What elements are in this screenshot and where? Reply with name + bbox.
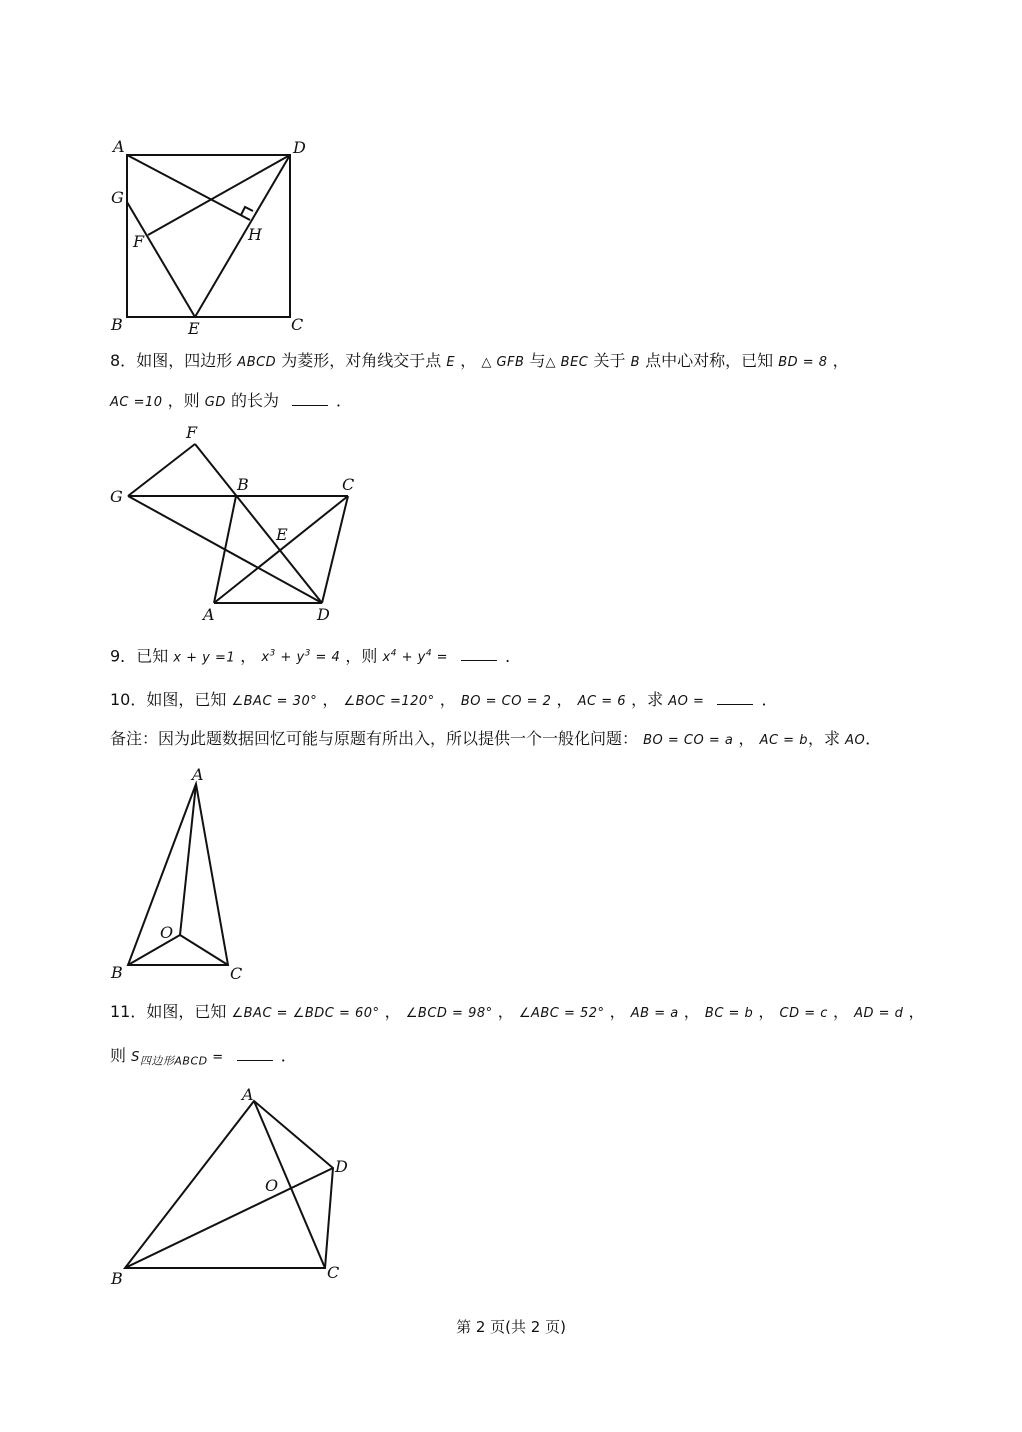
label-a: A	[242, 1085, 254, 1104]
math-part: + y	[275, 650, 305, 666]
text: 为菱形，对角线交于点	[281, 351, 442, 370]
math: AD = d	[854, 1006, 904, 1021]
math: △ GFB	[481, 355, 525, 370]
label-b: B	[111, 315, 123, 334]
question-number: 9．	[110, 646, 137, 666]
math-part: =	[432, 650, 449, 666]
text: ，求	[807, 729, 840, 748]
figure-rhombus	[100, 420, 370, 630]
label-a: A	[113, 137, 125, 156]
answer-blank	[461, 646, 497, 661]
label-g: G	[111, 188, 124, 207]
math: x + y =1	[173, 650, 236, 666]
math: AC = b	[759, 733, 808, 748]
figure-quadrilateral-abcd	[100, 1080, 370, 1295]
label-b: B	[111, 963, 123, 982]
text: 关于	[593, 351, 626, 370]
quadrilateral-abcd	[125, 1101, 333, 1268]
exponent: 3	[304, 649, 311, 659]
math: E	[446, 355, 456, 370]
text: ，	[497, 1002, 514, 1021]
subscript: 四边形ABCD	[139, 1054, 208, 1068]
text: 已知	[136, 646, 169, 666]
text: ，	[832, 351, 849, 370]
answer-blank	[717, 690, 753, 705]
segment-de	[195, 155, 290, 317]
segment-gf	[128, 444, 195, 496]
math: BD = 8	[778, 355, 828, 370]
text: ，	[758, 1002, 775, 1021]
math	[383, 650, 449, 665]
question-number: 11．	[110, 1002, 147, 1021]
question-10-note	[110, 728, 881, 752]
question-number: 8．	[110, 351, 137, 370]
answer-blank	[292, 391, 328, 406]
text: ，	[460, 351, 477, 370]
segment-eg	[127, 202, 195, 317]
math: BO = CO = 2	[460, 694, 552, 709]
exponent: 3	[269, 649, 276, 659]
text: ，	[384, 1002, 401, 1021]
math: AC =10	[110, 395, 163, 410]
text: ．	[865, 729, 882, 748]
label-c: C	[327, 1263, 340, 1282]
text: ，	[322, 690, 339, 709]
math: GD	[204, 395, 226, 410]
label-d: D	[293, 138, 306, 157]
text: ．	[761, 690, 778, 709]
question-number: 10．	[110, 690, 147, 709]
question-11-line-2	[110, 1045, 297, 1073]
label-a: A	[192, 765, 204, 784]
question-8-line-1	[110, 350, 849, 374]
text: ，	[908, 1002, 925, 1021]
text: 则	[110, 1046, 127, 1065]
label-d: D	[317, 605, 330, 624]
math: BO = CO = a	[643, 733, 734, 748]
label-e: E	[188, 319, 200, 338]
segment-ac	[214, 496, 348, 603]
label-c: C	[230, 964, 243, 983]
label-e: E	[276, 525, 288, 544]
figure-square-abcd	[100, 130, 330, 345]
text: 备注：因为此题数据回忆可能与原题有所出入，所以提供一个一般化问题：	[110, 729, 639, 748]
label-c: C	[342, 475, 355, 494]
label-f: F	[133, 232, 145, 251]
label-d: D	[335, 1157, 348, 1176]
text: ，	[240, 646, 257, 666]
figure-triangle-abc-o	[100, 760, 270, 990]
segment-fd	[195, 444, 322, 603]
math: ∠BCD = 98°	[405, 1006, 493, 1021]
math: AC = 6	[577, 694, 627, 709]
text: ，	[683, 1002, 700, 1021]
math: ∠BOC =120°	[343, 694, 435, 709]
text: ，则	[167, 391, 200, 410]
exponent: 4	[425, 649, 433, 659]
label-o: O	[265, 1176, 279, 1195]
text: ，则	[345, 646, 378, 666]
label-c: C	[291, 315, 304, 334]
segment-oc	[180, 935, 228, 965]
page-footer: 第 2 页(共 2 页)	[456, 1318, 566, 1336]
math-part: x	[382, 650, 391, 666]
math: ∠ABC = 52°	[518, 1006, 605, 1021]
segment-df	[148, 155, 290, 235]
label-h: H	[248, 225, 262, 244]
text: 的长为	[230, 391, 279, 410]
text: ，	[609, 1002, 626, 1021]
math	[261, 650, 340, 665]
label-a: A	[203, 605, 215, 624]
right-angle-mark	[241, 207, 253, 215]
math: AB = a	[630, 1006, 679, 1021]
math: CD = c	[779, 1006, 828, 1021]
math-part: + y	[396, 650, 426, 666]
triangle-abc	[128, 784, 228, 965]
label-f: F	[186, 423, 198, 442]
text: ，求	[631, 690, 664, 709]
text: 如图，已知	[146, 1002, 227, 1021]
text: 与	[529, 351, 546, 370]
text: 如图，四边形	[136, 351, 233, 370]
text: ，	[738, 729, 755, 748]
math: ∠BAC = 30°	[231, 694, 318, 709]
text: ，	[556, 690, 573, 709]
text: 如图，已知	[146, 690, 227, 709]
question-8-line-2	[110, 390, 352, 414]
answer-blank	[237, 1046, 273, 1061]
text: ，	[439, 690, 456, 709]
math	[131, 1050, 224, 1068]
math: ABCD	[237, 355, 277, 370]
exponent: 4	[390, 649, 397, 659]
math: △ BEC	[545, 355, 589, 370]
label-b: B	[111, 1269, 123, 1288]
text: ，	[833, 1002, 850, 1021]
math: ∠BAC = ∠BDC = 60°	[231, 1006, 380, 1021]
math: AO =	[668, 694, 705, 709]
label-b: B	[237, 475, 249, 494]
question-11-line-1	[110, 1001, 925, 1025]
text: 点中心对称，已知	[645, 351, 774, 370]
math-part: = 4	[310, 650, 341, 666]
math-part: S	[131, 1050, 140, 1065]
question-9	[110, 643, 521, 669]
question-10	[110, 689, 778, 713]
text: ．	[505, 646, 522, 666]
math-part: x	[261, 650, 270, 666]
segment-bd	[125, 1168, 333, 1268]
text: ．	[280, 1046, 297, 1065]
segment-cd	[322, 496, 348, 603]
text: ．	[336, 391, 353, 410]
label-g: G	[110, 487, 123, 506]
math: BC = b	[704, 1006, 754, 1021]
math: B	[630, 355, 641, 370]
label-o: O	[160, 923, 174, 942]
math-part: =	[207, 1050, 224, 1065]
math: AO	[845, 733, 866, 748]
